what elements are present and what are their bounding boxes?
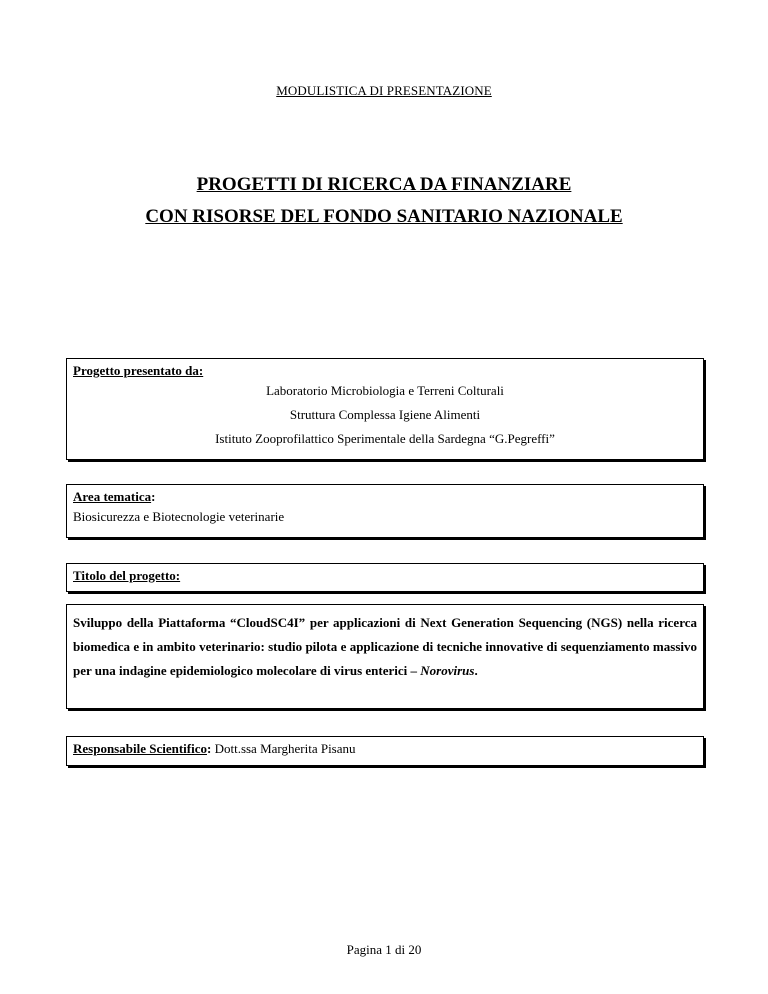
scientific-lead-colon: : xyxy=(206,741,212,756)
scientific-lead-label: Responsabile Scientifico xyxy=(73,741,207,756)
presented-by-label: Progetto presentato da: xyxy=(73,363,204,378)
project-title-italic: Norovirus xyxy=(420,663,475,678)
scientific-lead-value: Dott.ssa Margherita Pisanu xyxy=(211,741,356,756)
presented-by-structure: Struttura Complessa Igiene Alimenti xyxy=(289,407,481,422)
scientific-lead-box xyxy=(66,736,704,766)
thematic-area-colon: : xyxy=(151,489,156,504)
page-number: Pagina 1 di 20 xyxy=(346,942,422,957)
project-title-text-box xyxy=(66,604,704,709)
project-title-label: Titolo del progetto: xyxy=(73,568,181,583)
thematic-area-label: Area tematica xyxy=(73,489,152,504)
document-title-line1: PROGETTI DI RICERCA DA FINANZIARE xyxy=(196,174,572,195)
project-title-text xyxy=(73,611,697,683)
project-title-end: . xyxy=(474,663,478,678)
project-title-box xyxy=(66,563,704,592)
form-header: MODULISTICA DI PRESENTAZIONE xyxy=(276,83,492,98)
project-title-main: Sviluppo della Piattaforma “CloudSC4I” per applicazioni di Next Generation Sequencing (NGS) nella ricerca biomedica e in ambito veterinario: studio pilota e applicazione di tecniche innovative di sequenziamento massivo per una indagine epidemiologico molecolare di virus enterici – xyxy=(73,615,697,678)
thematic-area-box xyxy=(66,484,704,538)
presented-by-lab: Laboratorio Microbiologia e Terreni Colturali xyxy=(266,383,504,398)
presented-by-institute: Istituto Zooprofilattico Sperimentale della Sardegna “G.Pegreffi” xyxy=(215,431,555,446)
thematic-area-value: Biosicurezza e Biotecnologie veterinarie xyxy=(73,509,285,524)
presented-by-box xyxy=(66,358,704,460)
document-title-line2: CON RISORSE DEL FONDO SANITARIO NAZIONALE xyxy=(145,206,623,227)
